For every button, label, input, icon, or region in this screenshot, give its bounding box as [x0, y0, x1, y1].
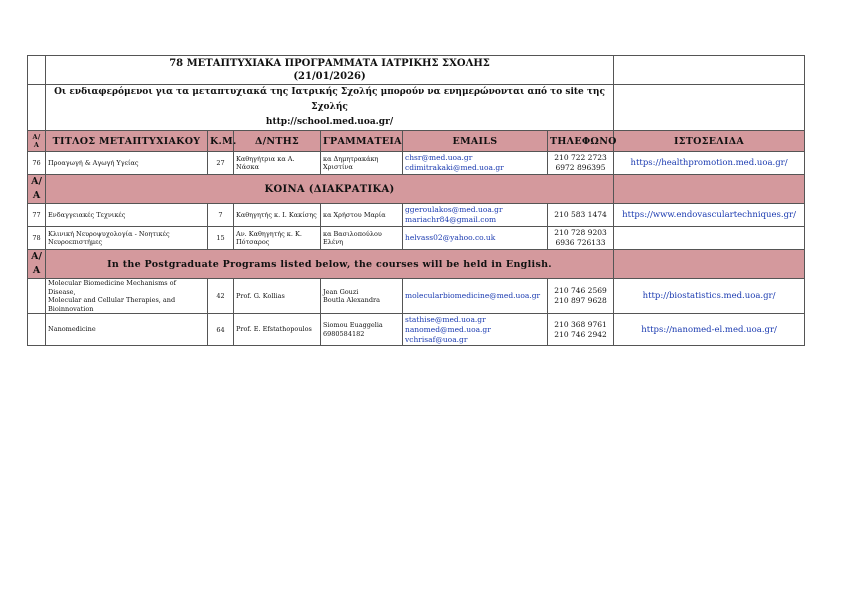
title-row: [28, 56, 805, 85]
director: Αν. Καθηγητής κ. Κ. Πότσαρος: [234, 227, 321, 250]
table-row: [28, 314, 805, 346]
email-link[interactable]: ggeroulakos@med.uoa.gr: [405, 205, 503, 214]
notice-cell: [46, 85, 614, 131]
program-title: Προαγωγή & Αγωγή Υγείας: [46, 152, 208, 175]
school-site-link[interactable]: http://school.med.uoa.gr/: [265, 117, 394, 127]
section-row-english: [28, 250, 805, 279]
phone-number: 210 722 2723: [554, 153, 607, 162]
director: Prof. G. Kollias: [234, 279, 321, 314]
notice-text: Οι ενδιαφερόμενοι για τα μεταπτυχιακά της Ιατρικής Σχολής μπορούν να ενημερώνονται από το site της Σχολής: [54, 87, 605, 112]
emails-cell: [403, 204, 548, 227]
document-title: 78 ΜΕΤΑΠΤΥΧΙΑΚΑ ΠΡΟΓΡΑΜΜΑΤΑ ΙΑΤΡΙΚΗΣ ΣΧΟΛΗΣ: [169, 58, 490, 69]
phone-number: 210 746 2569: [554, 286, 607, 295]
document-date: (21/01/2026): [293, 71, 366, 82]
email-link[interactable]: vchrisaf@uoa.gr: [405, 334, 468, 344]
header-emails: EMAILS: [403, 131, 548, 152]
section-row-common: [28, 175, 805, 204]
website-link[interactable]: https://healthpromotion.med.uoa.gr/: [614, 152, 805, 175]
email-link[interactable]: chsr@med.uoa.gr: [405, 153, 473, 162]
phone-cell: [548, 152, 614, 175]
document-title-cell: [46, 56, 614, 85]
programs-table: [27, 55, 805, 346]
section-number: Α/ Α: [28, 250, 46, 279]
phone-cell: [548, 314, 614, 346]
phone-number: 6972 896395: [555, 163, 606, 172]
km-value: 42: [208, 279, 234, 314]
secretariat: Jean Gouzi Boutla Alexandra: [321, 279, 403, 314]
website-link[interactable]: https://www.endovasculartechniques.gr/: [614, 204, 805, 227]
km-value: 27: [208, 152, 234, 175]
table-row: [28, 227, 805, 250]
phone-number: 210 897 9628: [554, 296, 607, 305]
phone-cell: [548, 227, 614, 250]
secretariat: Siomou Euaggelia 6980584182: [321, 314, 403, 346]
row-id: 76: [28, 152, 46, 175]
phone-number: 210 368 9761: [554, 319, 607, 329]
director: Καθηγήτρια κα Α. Νάσκα: [234, 152, 321, 175]
km-value: 64: [208, 314, 234, 346]
section-number: Α/ Α: [28, 175, 46, 204]
table-row: [28, 152, 805, 175]
program-title: Κλινική Νευροψυχολογία - Νοητικές Νευροεπιστήμες: [46, 227, 208, 250]
email-link[interactable]: helvass02@yahoo.co.uk: [403, 227, 548, 250]
director: Prof. E. Efstathopoulos: [234, 314, 321, 346]
secretariat: κα Χρήστου Μαρία: [321, 204, 403, 227]
phone-cell: [548, 279, 614, 314]
email-link[interactable]: nanomed@med.uoa.gr: [405, 324, 491, 334]
phone-number: 210 746 2942: [554, 329, 607, 339]
website-link[interactable]: https://nanomed-el.med.uoa.gr/: [614, 314, 805, 346]
secretariat: κα Βασιλοπούλου Ελένη: [321, 227, 403, 250]
website-link[interactable]: [614, 227, 805, 250]
phone-number: 210 728 9203: [554, 228, 607, 237]
program-title: Ενδαγγειακές Τεχνικές: [46, 204, 208, 227]
section-label: In the Postgraduate Programs listed below, the courses will be held in English.: [46, 250, 614, 279]
email-link[interactable]: cdimitrakaki@med.uoa.gr: [405, 163, 504, 172]
director: Καθηγητής κ. Ι. Κακίσης: [234, 204, 321, 227]
emails-cell: [403, 314, 548, 346]
header-phone: ΤΗΛΕΦΩΝΟ: [548, 131, 614, 152]
program-title: Nanomedicine: [46, 314, 208, 346]
phone-number: 6936 726133: [555, 238, 606, 247]
website-link[interactable]: http://biostatistics.med.uoa.gr/: [614, 279, 805, 314]
header-director: Δ/ΝΤΗΣ: [234, 131, 321, 152]
table-row: [28, 204, 805, 227]
emails-cell: [403, 152, 548, 175]
header-title: ΤΙΤΛΟΣ ΜΕΤΑΠΤΥΧΙΑΚΟΥ: [46, 131, 208, 152]
header-website: ΙΣΤΟΣΕΛΙΔΑ: [614, 131, 805, 152]
email-link[interactable]: molecularbiomedicine@med.uoa.gr: [403, 279, 548, 314]
email-link[interactable]: mariachr84@gmail.com: [405, 215, 497, 224]
phone-number: 210 583 1474: [548, 204, 614, 227]
header-aa: Α/Α: [28, 131, 46, 152]
column-header-row: [28, 131, 805, 152]
header-km: Κ.Μ.: [208, 131, 234, 152]
email-link[interactable]: stathise@med.uoa.gr: [405, 314, 486, 324]
section-label: ΚΟΙΝΑ (ΔΙΑΚΡΑΤΙΚΑ): [46, 175, 614, 204]
secretariat: κα Δημητρακάκη Χριστίνα: [321, 152, 403, 175]
program-title: Molecular Biomedicine Mechanisms of Disease, Molecular and Cellular Therapies, and Bioinnovation: [46, 279, 208, 314]
km-value: 7: [208, 204, 234, 227]
row-id: 77: [28, 204, 46, 227]
row-id: 78: [28, 227, 46, 250]
km-value: 15: [208, 227, 234, 250]
notice-row: [28, 85, 805, 131]
table-row: [28, 279, 805, 314]
header-secretariat: ΓΡΑΜΜΑΤΕΙΑ: [321, 131, 403, 152]
